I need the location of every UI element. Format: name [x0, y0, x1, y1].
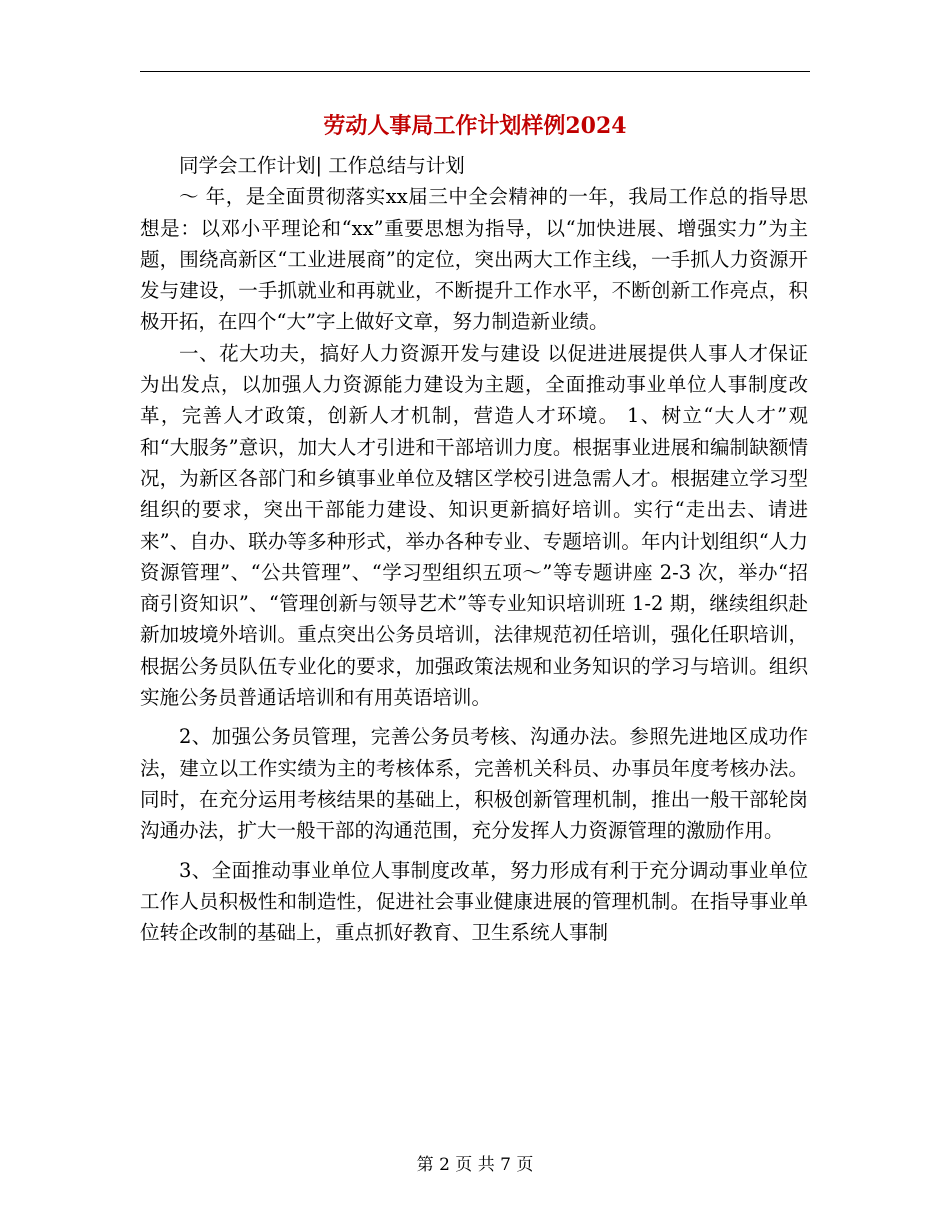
- paragraph-section-1: 一、花大功夫，搞好人力资源开发与建设 以促进进展提供人事人才保证为出发点，以加强人力资源能力建设为主题，全面推动事业单位人事制度改革，完善人才政策，创新人才机制，营造人才环境。 1、树立“大人才”观和“大服务”意识，加大人才引进和干部培训力度。根据事业进展和编制缺额情况，为新区各部门和乡镇事业单位及辖区学校引进急需人才。根据建立学习型组织的要求，突出干部能力建设、知识更新搞好培训。实行“走出去、请进来”、自办、联办等多种形式，举办各种专业、专题培训。年内计划组织“人力资源管理”、“公共管理”、“学习型组织五项～”等专题讲座 2-3 次，举办“招商引资知识”、“管理创新与领导艺术”等专业知识培训班 1-2 期，继续组织赴新加坡境外培训。重点突出公务员培训，法律规范初任培训，强化任职培训，根据公务员队伍专业化的要求，加强政策法规和业务知识的学习与培训。组织实施公务员普通话培训和有用英语培训。: [140, 341, 808, 710]
- paragraph-section-3: 3、全面推动事业单位人事制度改革，努力形成有利于充分调动事业单位工作人员积极性和制造性，促进社会事业健康进展的管理机制。在指导事业单位转企改制的基础上，重点抓好教育、卫生系统人事制: [140, 858, 808, 945]
- page-footer: 第 2 页 共 7 页: [416, 1155, 534, 1175]
- paragraph-subtitle: 同学会工作计划| 工作总结与计划: [179, 154, 465, 177]
- paragraph-section-2: 2、加强公务员管理，完善公务员考核、沟通办法。参照先进地区成功作法，建立以工作实绩为主的考核体系，完善机关科员、办事员年度考核办法。同时，在充分运用考核结果的基础上，积极创新管理机制，推出一般干部轮岗沟通办法，扩大一般干部的沟通范围，充分发挥人力资源管理的激励作用。: [140, 725, 808, 843]
- header-rule: [140, 71, 810, 72]
- document-body: [140, 150, 808, 948]
- document-title: 劳动人事局工作计划样例2024: [323, 113, 627, 139]
- paragraph-intro: ～ 年，是全面贯彻落实xx届三中全会精神的一年，我局工作总的指导思想是：以邓小平理论和“xx”重要思想为指导，以“加快进展、增强实力”为主题，围绕高新区“工业进展商”的定位，突出两大工作主线，一手抓人力资源开发与建设，一手抓就业和再就业，不断提升工作水平，不断创新工作亮点，积极开拓，在四个“大”字上做好文章，努力制造新业绩。: [140, 185, 808, 334]
